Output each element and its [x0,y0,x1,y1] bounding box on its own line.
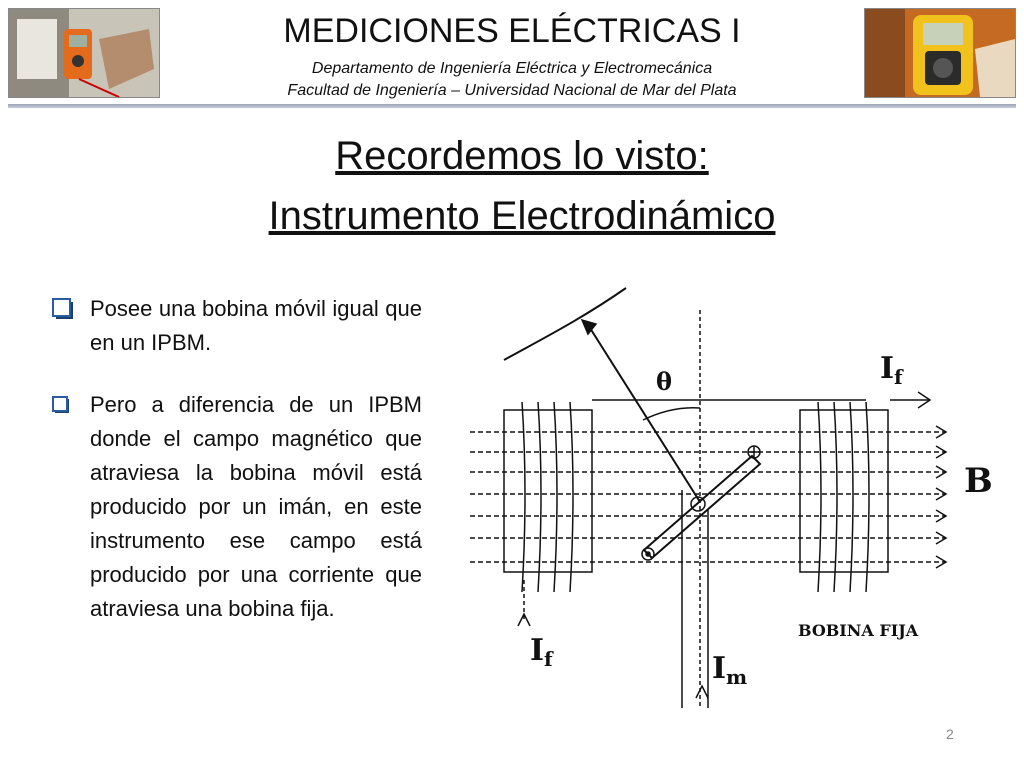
current-fixed-top-label: $I_f$ [880,351,903,389]
angle-label: θ [656,367,673,396]
header-rule [8,104,1016,108]
multimeter-photo-left [8,8,160,98]
page-number: 2 [946,726,954,742]
electrodynamic-instrument-diagram [460,280,1010,710]
checkbox-bullet-icon [52,396,70,414]
fixed-coil-label: BOBINA FIJA [798,621,919,640]
department-subtitle: Departamento de Ingeniería Eléctrica y Electromecánica [311,60,713,77]
bullet-item-2 [52,388,422,626]
course-title: MEDICIONES ELÉCTRICAS I [283,12,741,50]
checkbox-bullet-icon [52,298,74,320]
bullet-item-1 [52,292,422,360]
field-label: B [964,461,993,501]
faculty-subtitle: Facultad de Ingeniería – Universidad Nacional de Mar del Plata [287,82,737,99]
slide-title-line-1: Recordemos lo visto: [335,134,709,178]
slide-header [0,0,1024,110]
current-fixed-bottom-label: $I_f$ [530,633,553,671]
slide-title-line-2: Instrumento Electrodinámico [268,194,776,238]
bullet-list [52,292,422,626]
current-moving-label: $I_m$ [712,651,748,689]
multimeter-photo-right [864,8,1016,98]
bullet-text-1: Posee una bobina móvil igual que en un IPBM. [90,296,422,355]
bullet-text-2: Pero a diferencia de un IPBM donde el campo magnético que atraviesa la bobina móvil está producido por un imán, en este instrumento ese campo está producido por una corriente que atraviesa una bobina fija. [90,392,422,621]
